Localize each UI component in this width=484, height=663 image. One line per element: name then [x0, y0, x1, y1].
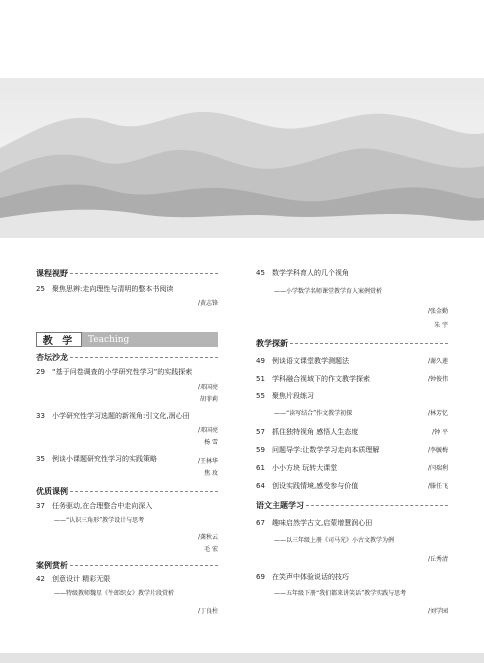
toc-entry[interactable] — [36, 411, 218, 421]
author: 朱 宇 — [434, 322, 448, 329]
section-title: 教学探新 — [256, 339, 288, 348]
section-heading — [256, 500, 448, 511]
page-number: 33 — [36, 412, 45, 420]
toc-entry[interactable] — [256, 391, 448, 401]
article-subtitle: ——以三年级上册《司马光》小古文教学为例 — [274, 537, 395, 544]
author: 胡菲莉 — [199, 396, 218, 403]
article-title: 小小方块 玩转大课堂 — [272, 464, 338, 472]
author: /丁良柱 — [197, 608, 218, 615]
page-number: 29 — [36, 368, 45, 376]
section-heading — [36, 352, 218, 363]
author: /钟俊伟 — [427, 376, 448, 383]
author: /丘秀清 — [427, 556, 448, 563]
author: /邓国亮 — [197, 427, 218, 434]
section-heading — [36, 486, 218, 497]
toc-entry[interactable] — [256, 518, 448, 528]
toc-entry[interactable] — [256, 481, 448, 491]
page-number: 42 — [36, 575, 45, 583]
article-subtitle: ——五年级下册“我们都来讲笑话”教学实践与思考 — [274, 590, 407, 597]
page-number: 55 — [256, 392, 265, 400]
page-number: 61 — [256, 464, 265, 472]
page-number: 57 — [256, 428, 265, 436]
article-title: 抓住独特视角 感悟人生态度 — [272, 428, 359, 436]
author: /王林华 — [197, 458, 218, 465]
article-title: 任务驱动,在合理整合中走向深入 — [52, 502, 153, 510]
author: /谢久莲 — [427, 358, 448, 365]
article-title: 例谈语文课堂教学测题法 — [272, 357, 349, 365]
article-title: 聚焦思辨:走向理性与清明的整本书阅读 — [52, 285, 174, 293]
article-subtitle: ——“认识三角形”教学设计与思考 — [54, 517, 145, 524]
toc-entry[interactable] — [256, 445, 448, 455]
author: /李毓梅 — [427, 447, 448, 454]
article-title: 创设实践情境,感受参与价值 — [272, 482, 359, 490]
section-heading — [36, 268, 218, 279]
page-number: 59 — [256, 446, 265, 454]
toc-entry[interactable] — [36, 284, 218, 294]
page-number: 67 — [256, 519, 265, 527]
section-heading — [256, 338, 448, 349]
article-subtitle: ——特级教师魏星《牛郎织女》教学片段赏析 — [54, 590, 175, 597]
article-title: 聚焦片段练习 — [272, 392, 314, 400]
article-title: 趣味启然学古文,启蒙增慧润心田 — [272, 519, 373, 527]
article-title: 在笑声中体验说话的技巧 — [272, 573, 349, 581]
article-title: 创意设计 精彩无限 — [52, 575, 111, 583]
toc-entry[interactable] — [256, 572, 448, 582]
page-number: 25 — [36, 285, 45, 293]
toc-entry[interactable] — [36, 367, 218, 377]
landscape-banner — [0, 78, 484, 238]
article-title: 数学学科育人的几个视角 — [272, 269, 349, 277]
section-title: 优质课例 — [36, 487, 68, 496]
author: /钟 平 — [432, 429, 448, 436]
page-number: 45 — [256, 269, 265, 277]
mountain-illustration — [0, 78, 484, 238]
toc-entry[interactable] — [256, 427, 448, 437]
author: 毛 宏 — [204, 546, 218, 553]
author: /刘学园 — [427, 608, 448, 615]
section-title: 课程视野 — [36, 269, 68, 278]
author: 杨 雪 — [204, 439, 218, 446]
article-title: 小学研究性学习选题的新视角:引文化,润心田 — [52, 412, 190, 420]
page-number: 64 — [256, 482, 265, 490]
toc-entry[interactable] — [36, 574, 218, 584]
article-subtitle: ——小学数学名师课堂教学育人案例赏析 — [274, 288, 383, 295]
page-number: 49 — [256, 357, 265, 365]
author: 焦 玫 — [204, 470, 218, 477]
toc-entry[interactable] — [256, 268, 448, 278]
section-title: 案例赏析 — [36, 561, 68, 570]
section-title: 杏坛沙龙 — [36, 353, 68, 362]
teaching-banner — [36, 332, 218, 347]
author: /林芳忆 — [427, 410, 448, 417]
author: /黄志锋 — [197, 300, 218, 307]
page-number: 35 — [36, 455, 45, 463]
author: /滕任飞 — [427, 483, 448, 490]
toc-entry[interactable] — [36, 454, 218, 464]
section-title: 语文主题学习 — [256, 501, 304, 510]
page-footer-bar — [0, 653, 484, 663]
article-title: 例谈小课题研究性学习的实践策略 — [52, 455, 157, 463]
author: /龚秋云 — [197, 534, 218, 541]
author: /邓国亮 — [197, 384, 218, 391]
page-number: 69 — [256, 573, 265, 581]
toc-entry[interactable] — [256, 356, 448, 366]
toc-entry[interactable] — [36, 501, 218, 511]
article-subtitle: ——“读写结合”作文教学初探 — [274, 410, 353, 417]
article-title: 问题导学:让数学学习走向本质理解 — [272, 446, 380, 454]
toc-entry[interactable] — [256, 463, 448, 473]
teaching-english-label: Teaching — [88, 334, 130, 345]
author: /闫瑞利 — [427, 465, 448, 472]
teaching-label: 教 学 — [36, 332, 82, 347]
section-heading — [36, 560, 218, 571]
article-title: 学科融合视域下的作文教学探索 — [272, 375, 370, 383]
author: /张金勤 — [427, 308, 448, 315]
page-number: 37 — [36, 502, 45, 510]
article-title: “基于问卷调查的小学研究性学习”的实践探索 — [52, 368, 193, 376]
toc-entry[interactable] — [256, 374, 448, 384]
page-number: 51 — [256, 375, 265, 383]
